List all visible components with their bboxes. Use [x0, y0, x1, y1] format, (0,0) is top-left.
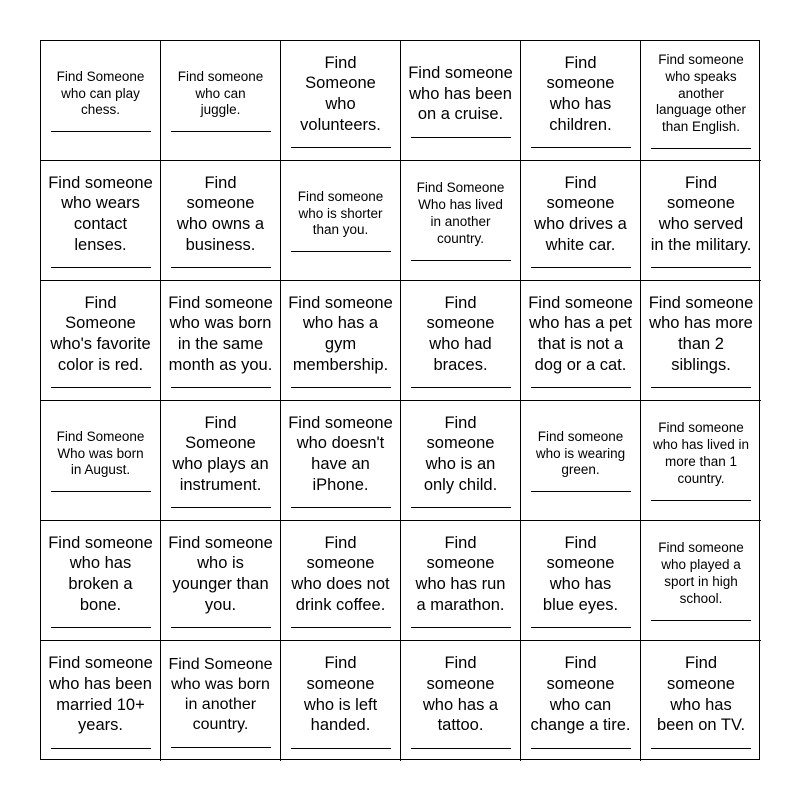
bingo-square	[281, 281, 401, 401]
square-prompt: Find someone who is an only child.	[423, 413, 498, 494]
bingo-square	[281, 401, 401, 521]
bingo-square	[641, 41, 761, 161]
square-prompt: Find someone who has children.	[546, 53, 615, 134]
square-prompt: Find Someone who volunteers.	[300, 53, 381, 134]
square-prompt: Find someone who is wearing green.	[535, 428, 626, 478]
square-prompt: Find someone who was born in the same month as you.	[168, 293, 273, 374]
square-prompt: Find someone who owns a business.	[176, 173, 265, 254]
signature-line	[51, 627, 151, 628]
square-prompt: Find Someone who was born in another country.	[168, 655, 273, 733]
bingo-square	[401, 281, 521, 401]
bingo-square	[161, 281, 281, 401]
bingo-square	[401, 401, 521, 521]
signature-line	[51, 267, 151, 268]
signature-line	[51, 748, 151, 749]
bingo-square	[521, 641, 641, 761]
signature-line	[291, 251, 391, 252]
bingo-square	[641, 521, 761, 641]
square-prompt: Find someone who has blue eyes.	[542, 533, 619, 614]
signature-line	[171, 131, 271, 132]
square-prompt: Find Someone who's favorite color is red.	[50, 293, 151, 374]
bingo-square	[401, 41, 521, 161]
signature-line	[291, 507, 391, 508]
bingo-square	[41, 281, 161, 401]
signature-line	[51, 491, 151, 492]
square-prompt: Find someone who has run a marathon.	[415, 533, 506, 614]
square-prompt: Find someone who is younger than you.	[168, 533, 273, 614]
signature-line	[411, 507, 511, 508]
signature-line	[291, 387, 391, 388]
bingo-square	[281, 521, 401, 641]
signature-line	[171, 507, 271, 508]
bingo-square	[521, 521, 641, 641]
square-prompt: Find someone who wears contact lenses.	[48, 173, 153, 254]
square-prompt: Find someone who speaks another language other than English.	[655, 51, 747, 135]
square-prompt: Find someone who served in the military.	[650, 173, 752, 254]
square-prompt: Find someone who drives a white car.	[534, 173, 627, 254]
bingo-square	[41, 41, 161, 161]
bingo-square	[161, 401, 281, 521]
signature-line	[651, 267, 751, 268]
signature-line	[531, 387, 631, 388]
square-prompt: Find someone who has been married 10+ years.	[48, 654, 153, 735]
bingo-square	[281, 161, 401, 281]
signature-line	[531, 147, 631, 148]
bingo-square	[641, 161, 761, 281]
bingo-square	[521, 161, 641, 281]
bingo-square	[641, 281, 761, 401]
signature-line	[531, 267, 631, 268]
bingo-square	[41, 401, 161, 521]
signature-line	[651, 500, 751, 501]
bingo-square	[281, 41, 401, 161]
signature-line	[291, 748, 391, 749]
signature-line	[531, 627, 631, 628]
square-prompt: Find someone who has more than 2 siblings.	[648, 293, 754, 374]
signature-line	[411, 387, 511, 388]
bingo-square	[161, 521, 281, 641]
bingo-square	[641, 401, 761, 521]
signature-line	[291, 627, 391, 628]
square-prompt: Find Someone who plays an instrument.	[172, 413, 269, 494]
bingo-square	[41, 641, 161, 761]
square-prompt: Find someone who has a pet that is not a dog or a cat.	[528, 293, 633, 374]
bingo-square	[41, 161, 161, 281]
signature-line	[51, 131, 151, 132]
square-prompt: Find someone who is shorter than you.	[297, 188, 384, 238]
square-prompt: Find someone who does not drink coffee.	[291, 533, 390, 614]
square-prompt: Find someone who has a tattoo.	[422, 654, 499, 735]
square-prompt: Find Someone Who was born in August.	[56, 428, 145, 478]
square-prompt: Find Someone Who has lived in another country.	[416, 180, 505, 246]
bingo-square	[161, 161, 281, 281]
bingo-square	[521, 41, 641, 161]
bingo-square	[521, 281, 641, 401]
signature-line	[171, 267, 271, 268]
signature-line	[411, 627, 511, 628]
square-prompt: Find someone who can juggle.	[177, 68, 264, 118]
bingo-square	[401, 521, 521, 641]
bingo-square	[161, 41, 281, 161]
signature-line	[411, 137, 511, 138]
bingo-square	[641, 641, 761, 761]
bingo-board	[40, 40, 760, 760]
square-prompt: Find someone who had braces.	[426, 293, 495, 374]
signature-line	[531, 748, 631, 749]
signature-line	[651, 148, 751, 149]
signature-line	[291, 147, 391, 148]
square-prompt: Find someone who can change a tire.	[530, 654, 631, 735]
signature-line	[171, 387, 271, 388]
signature-line	[411, 260, 511, 261]
bingo-square	[281, 641, 401, 761]
square-prompt: Find someone who has been on a cruise.	[408, 64, 513, 124]
bingo-square	[401, 641, 521, 761]
square-prompt: Find someone who is left handed.	[303, 654, 378, 735]
square-prompt: Find someone who has been on TV.	[656, 654, 746, 735]
square-prompt: Find someone who has a gym membership.	[288, 293, 393, 374]
bingo-square	[161, 641, 281, 761]
signature-line	[651, 387, 751, 388]
signature-line	[411, 748, 511, 749]
signature-line	[651, 748, 751, 749]
square-prompt: Find someone who has broken a bone.	[48, 533, 153, 614]
bingo-square	[41, 521, 161, 641]
square-prompt: Find someone who has lived in more than 1 country.	[652, 420, 750, 486]
signature-line	[171, 627, 271, 628]
square-prompt: Find Someone who can play chess.	[56, 68, 145, 118]
bingo-square	[521, 401, 641, 521]
signature-line	[651, 620, 751, 621]
bingo-square	[401, 161, 521, 281]
signature-line	[171, 747, 271, 748]
square-prompt: Find someone who doesn't have an iPhone.	[288, 413, 393, 494]
square-prompt: Find someone who played a sport in high school.	[658, 540, 744, 606]
signature-line	[51, 387, 151, 388]
signature-line	[531, 491, 631, 492]
